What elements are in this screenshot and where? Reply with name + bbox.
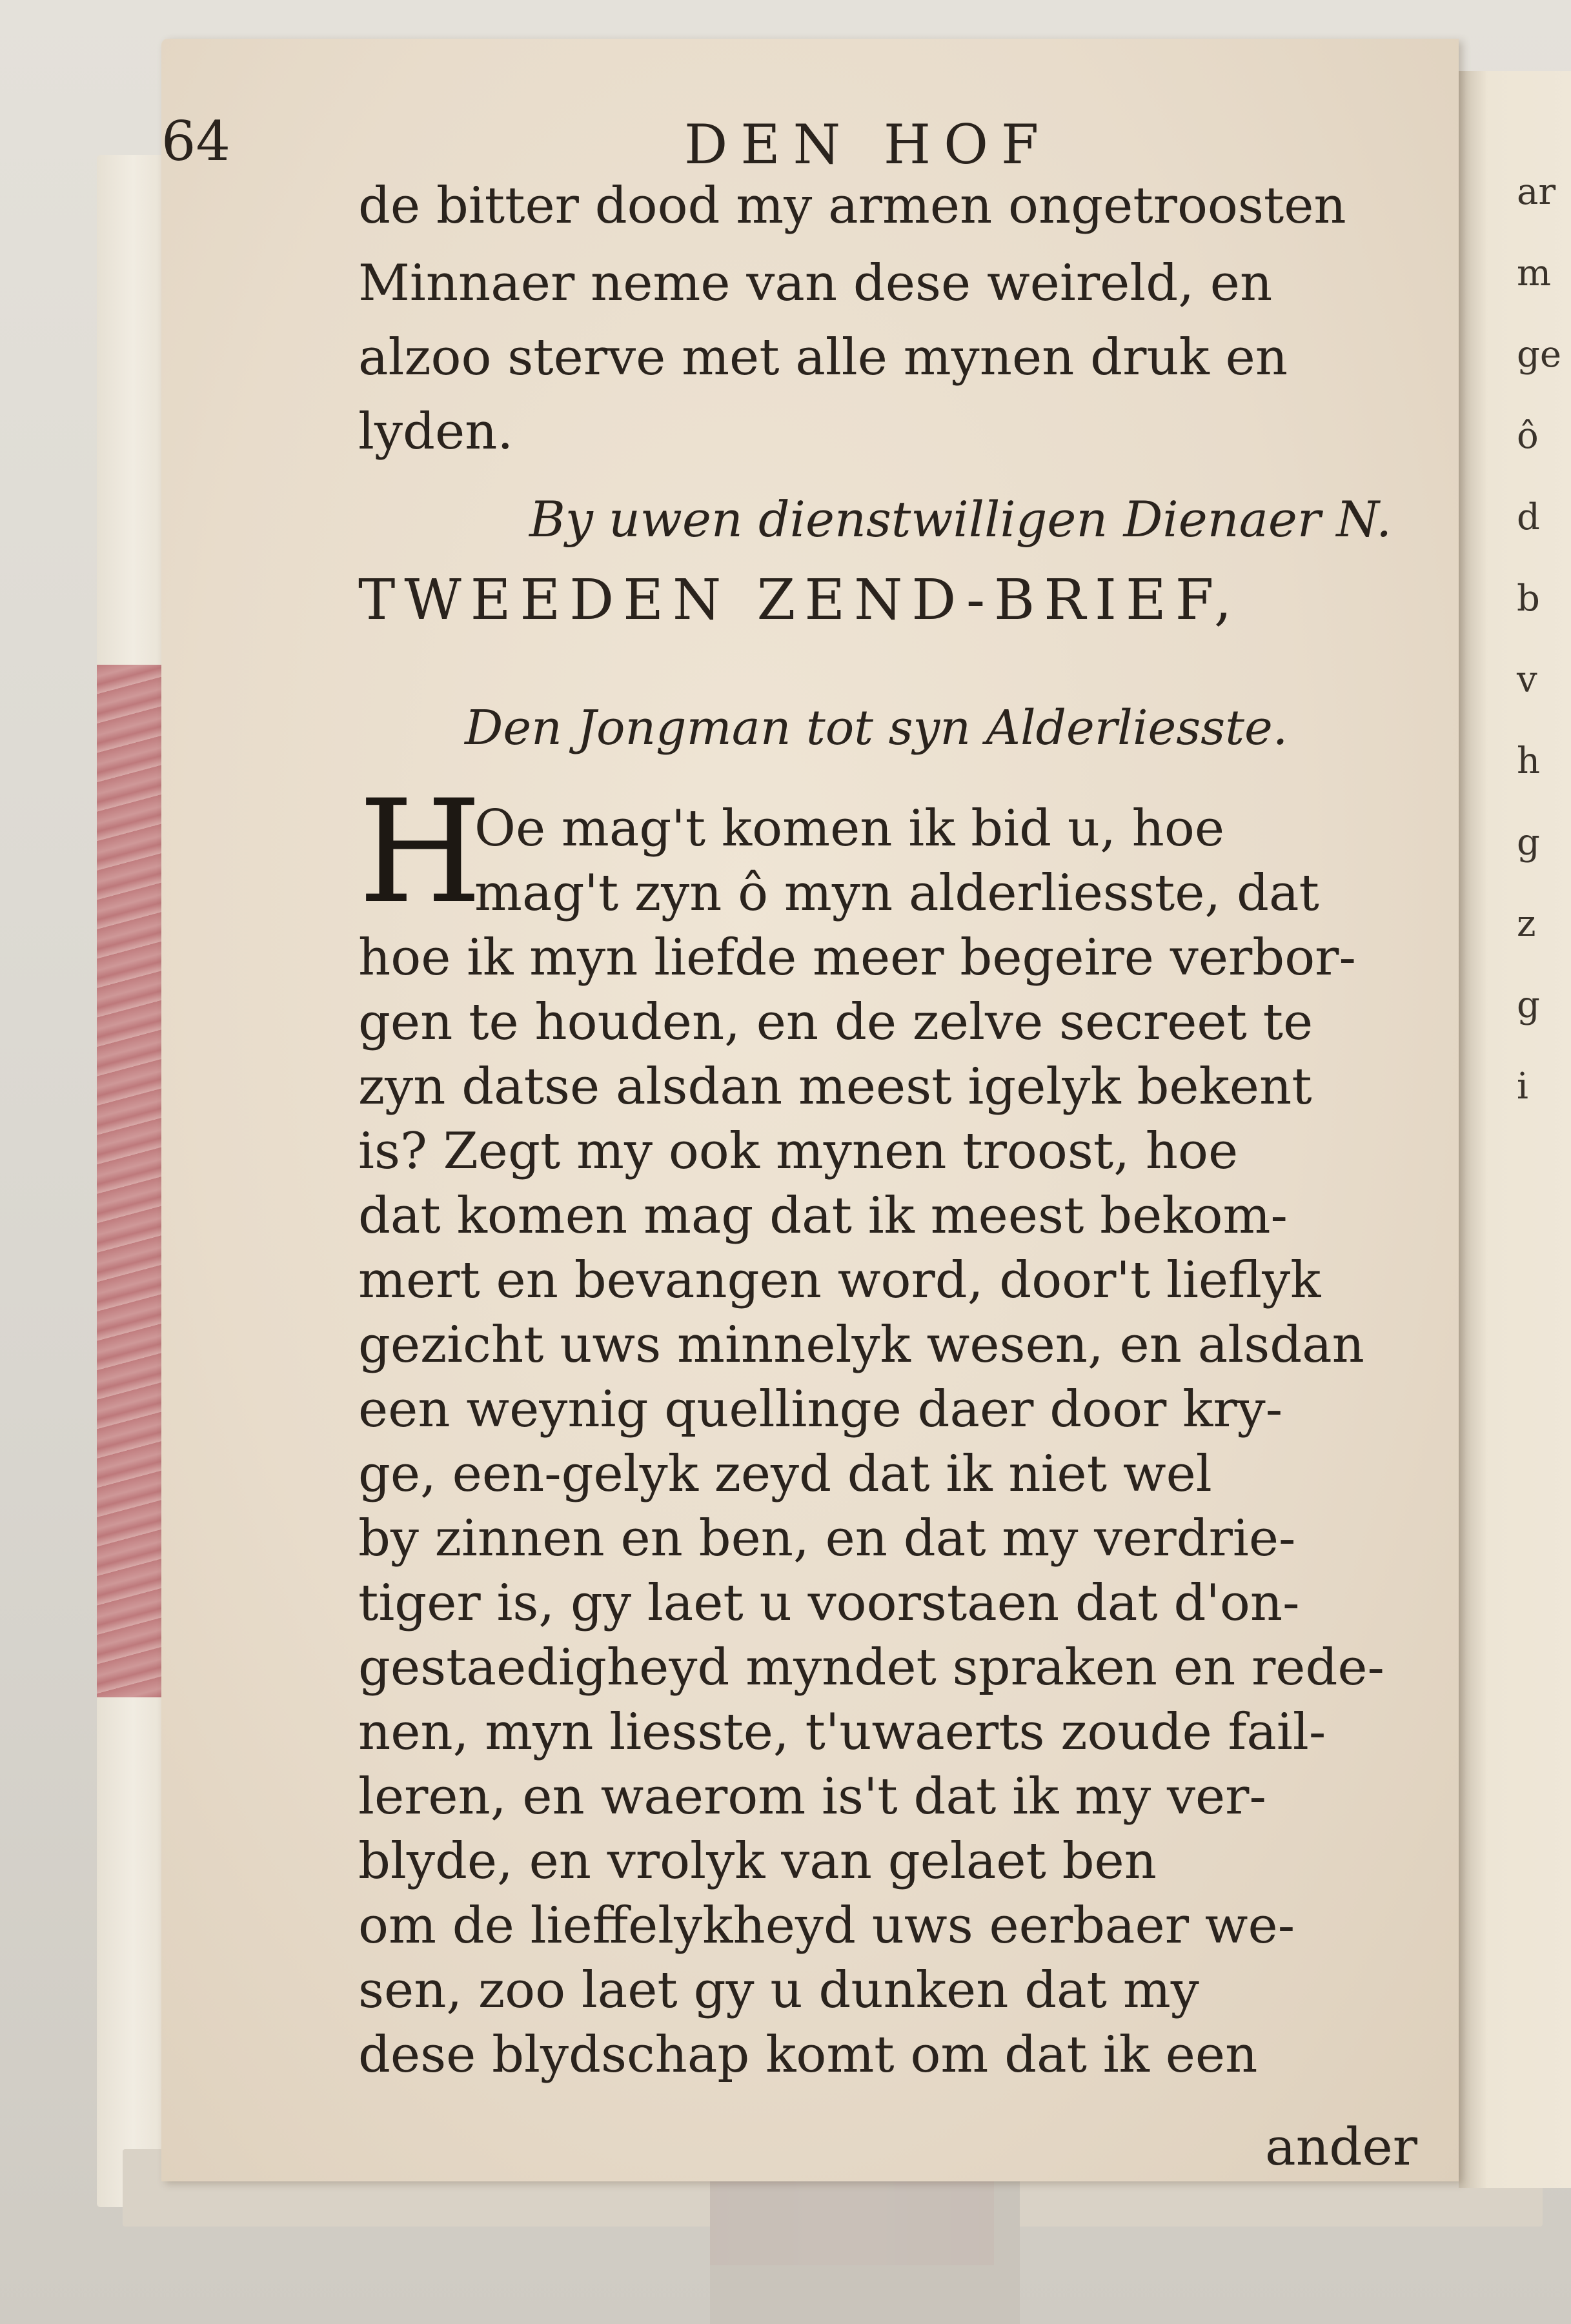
text-line: sen, zoo laet gy u dunken dat my <box>358 1961 1199 2019</box>
running-head: DEN HOF <box>684 113 1052 176</box>
text-line: alzoo sterve met alle mynen druk en <box>358 328 1288 387</box>
text-line: dat komen mag dat ik meest bekom- <box>358 1187 1288 1245</box>
text-line: de bitter dood my armen ongetroosten <box>358 177 1346 235</box>
text-line: by zinnen en ben, en dat my verdrie- <box>358 1510 1296 1568</box>
facing-text-fragment: h <box>1517 740 1541 782</box>
text-line: blyde, en vrolyk van gelaet ben <box>358 1832 1157 1890</box>
facing-text-fragment: g <box>1517 984 1540 1026</box>
facing-text-fragment: ô <box>1517 415 1539 457</box>
text-line: ge, een-gelyk zeyd dat ik niet wel <box>358 1445 1212 1503</box>
facing-text-fragment: d <box>1517 496 1540 538</box>
facing-text-fragment: ar <box>1517 171 1556 213</box>
facing-text-fragment: b <box>1517 578 1540 620</box>
section-subtitle: Den Jongman tot syn Alderliesste. <box>465 700 1288 756</box>
facing-text-fragment: ge <box>1517 334 1561 376</box>
signature-line: By uwen dienstwilligen Dienaer N. <box>529 490 1392 548</box>
facing-page-text <box>1517 161 1571 1118</box>
text-line: gezicht uws minnelyk wesen, en alsdan <box>358 1316 1364 1374</box>
catchword: ander <box>1265 2117 1418 2177</box>
text-line: lyden. <box>358 403 514 461</box>
text-line: Oe mag't komen ik bid u, hoe <box>474 800 1225 858</box>
red-cover-edge <box>97 665 168 1697</box>
facing-text-fragment: z <box>1517 903 1536 945</box>
section-title: TWEEDEN ZEND-BRIEF, <box>358 568 1241 632</box>
text-line: een weynig quellinge daer door kry- <box>358 1380 1283 1439</box>
facing-text-fragment: i <box>1517 1066 1528 1107</box>
text-line: mert en bevangen word, door't lieflyk <box>358 1251 1321 1309</box>
text-line: Minnaer neme van dese weireld, en <box>358 254 1273 312</box>
text-line: hoe ik myn liefde meer begeire verbor- <box>358 929 1356 987</box>
text-line: leren, en waerom is't dat ik my ver- <box>358 1768 1266 1826</box>
facing-text-fragment: g <box>1517 822 1540 864</box>
facing-text-fragment: v <box>1517 659 1537 701</box>
text-line: zyn datse alsdan meest igelyk bekent <box>358 1058 1312 1116</box>
page-number: 64 <box>161 110 230 173</box>
text-line: om de lieffelykheyd uws eerbaer we- <box>358 1897 1295 1955</box>
facing-text-fragment: m <box>1517 252 1552 294</box>
text-line: is? Zegt my ook mynen troost, hoe <box>358 1122 1239 1180</box>
text-line: dese blydschap komt om dat ik een <box>358 2026 1258 2084</box>
text-line: tiger is, gy laet u voorstaen dat d'on- <box>358 1574 1300 1632</box>
text-line: nen, myn liesste, t'uwaerts zoude fail- <box>358 1703 1326 1761</box>
text-line: gen te houden, en de zelve secreet te <box>358 993 1313 1051</box>
text-line: gestaedigheyd myndet spraken en rede- <box>358 1639 1384 1697</box>
drop-cap: H <box>358 769 482 935</box>
text-line: mag't zyn ô myn alderliesste, dat <box>474 864 1319 922</box>
bookmark-strip <box>710 2168 1020 2324</box>
